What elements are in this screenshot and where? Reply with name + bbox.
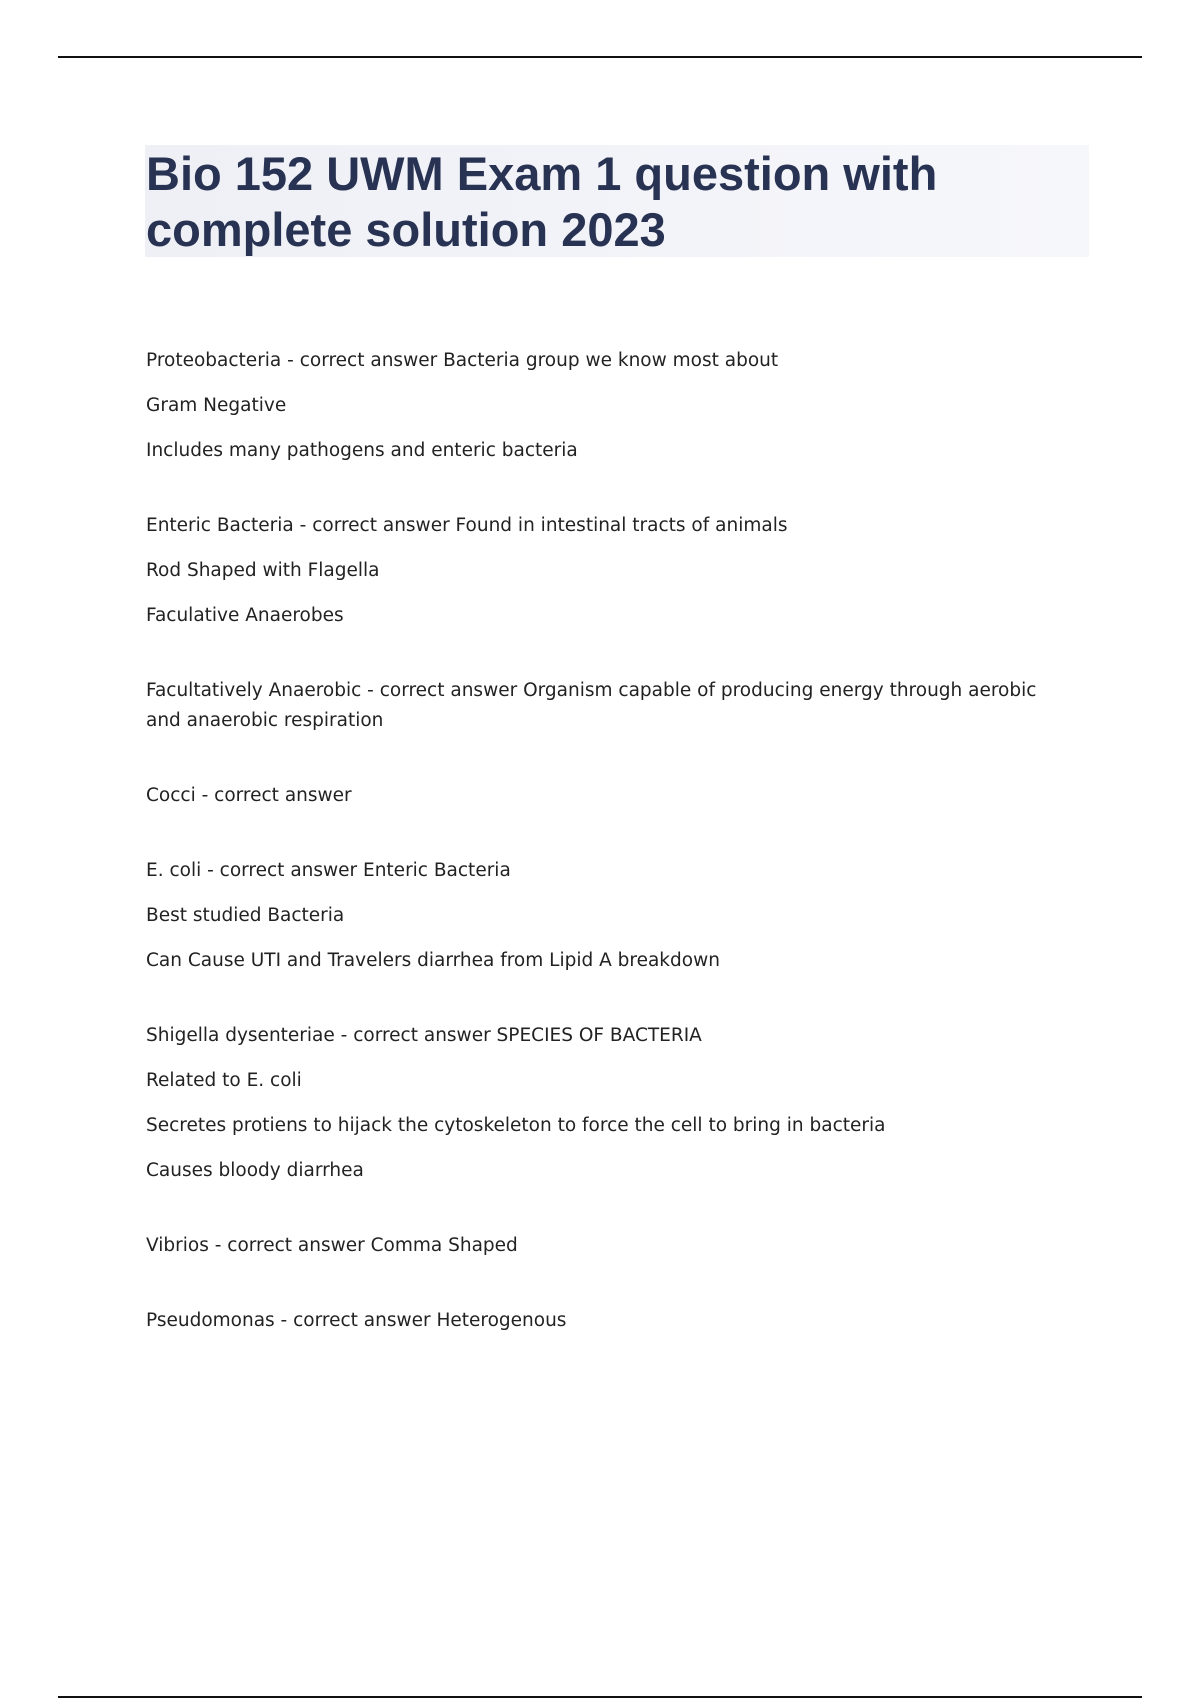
entry-cocci bbox=[146, 781, 1076, 811]
entry-line: Vibrios - correct answer Comma Shaped bbox=[146, 1235, 518, 1256]
entry-line: Causes bloody diarrhea bbox=[146, 1160, 364, 1181]
entry-line: Cocci - correct answer bbox=[146, 785, 352, 806]
entry-e-coli bbox=[146, 856, 1076, 976]
entry-line: Shigella dysenteriae - correct answer SPECIES OF BACTERIA bbox=[146, 1025, 702, 1046]
document-title: Bio 152 UWM Exam 1 question with complete solution 2023 bbox=[146, 147, 938, 256]
entry-line: Can Cause UTI and Travelers diarrhea from Lipid A breakdown bbox=[146, 950, 720, 971]
entry-facultatively-anaerobic bbox=[146, 676, 1076, 736]
entry-proteobacteria bbox=[146, 346, 1076, 466]
entry-pseudomonas bbox=[146, 1306, 1076, 1336]
document-body bbox=[146, 346, 1076, 1381]
entry-line: Facultatively Anaerobic - correct answer Organism capable of producing energy through aerobic and anaerobic respiration bbox=[146, 680, 1037, 731]
entry-line: Related to E. coli bbox=[146, 1070, 302, 1091]
header-rule bbox=[58, 56, 1142, 58]
entry-line: Pseudomonas - correct answer Heterogenous bbox=[146, 1310, 567, 1331]
entry-line: Gram Negative bbox=[146, 395, 287, 416]
entry-line: Faculative Anaerobes bbox=[146, 605, 344, 626]
entry-line: Enteric Bacteria - correct answer Found in intestinal tracts of animals bbox=[146, 515, 788, 536]
entry-line: Secretes protiens to hijack the cytoskeleton to force the cell to bring in bacteria bbox=[146, 1115, 886, 1136]
entry-line: E. coli - correct answer Enteric Bacteria bbox=[146, 860, 511, 881]
entry-vibrios bbox=[146, 1231, 1076, 1261]
footer-rule bbox=[58, 1696, 1142, 1698]
entry-shigella-dysenteriae bbox=[146, 1021, 1076, 1186]
entry-line: Includes many pathogens and enteric bacteria bbox=[146, 440, 578, 461]
entry-line: Best studied Bacteria bbox=[146, 905, 345, 926]
entry-line: Rod Shaped with Flagella bbox=[146, 560, 380, 581]
entry-enteric-bacteria bbox=[146, 511, 1076, 631]
entry-line: Proteobacteria - correct answer Bacteria group we know most about bbox=[146, 350, 779, 371]
